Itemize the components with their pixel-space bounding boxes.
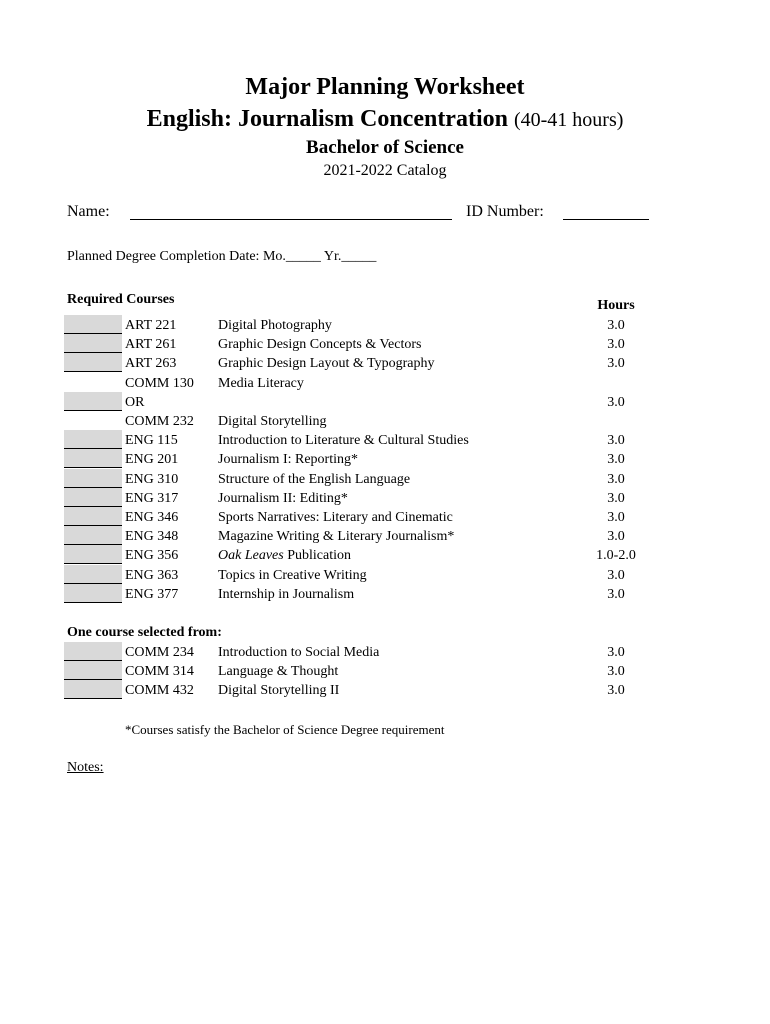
course-code: ENG 356 — [125, 548, 179, 564]
hours-heading: Hours — [597, 298, 635, 313]
subtitle-main: English: Journalism Concentration — [146, 106, 508, 132]
course-row — [0, 587, 770, 606]
course-hours: 3.0 — [607, 645, 625, 660]
course-checkoff-field[interactable] — [64, 315, 122, 334]
course-code: ART 261 — [125, 337, 177, 353]
course-title: Digital Photography — [218, 318, 332, 333]
course-hours: 3.0 — [607, 683, 625, 699]
course-checkoff-field[interactable] — [64, 680, 122, 699]
course-code: ENG 115 — [125, 433, 178, 449]
id-number-field[interactable] — [563, 219, 649, 220]
course-code: COMM 314 — [125, 664, 194, 680]
course-title: Digital Storytelling — [218, 414, 327, 429]
course-checkoff-field[interactable] — [64, 469, 122, 488]
course-title: Introduction to Literature & Cultural Studies — [218, 433, 469, 449]
course-hours: 3.0 — [607, 318, 625, 333]
course-title: Magazine Writing & Literary Journalism* — [218, 529, 455, 545]
course-checkoff-field[interactable] — [64, 565, 122, 584]
course-row — [0, 356, 770, 375]
course-checkoff-field[interactable] — [64, 661, 122, 680]
course-code: COMM 232 — [125, 414, 194, 429]
course-checkoff-field[interactable] — [64, 507, 122, 526]
degree-label: Bachelor of Science — [306, 137, 464, 158]
course-title: Graphic Design Layout & Typography — [218, 356, 435, 372]
page-title: Major Planning Worksheet — [245, 74, 525, 100]
course-title: Journalism I: Reporting* — [218, 452, 358, 468]
course-title: Media Literacy — [218, 375, 304, 391]
course-hours: 3.0 — [607, 664, 625, 680]
course-checkoff-field[interactable] — [64, 545, 122, 564]
course-title-rest: Publication — [283, 548, 351, 564]
course-code: ENG 317 — [125, 490, 179, 506]
course-checkoff-field[interactable] — [64, 392, 122, 411]
course-title: Graphic Design Concepts & Vectors — [218, 337, 422, 353]
course-code: ENG 363 — [125, 567, 179, 583]
course-checkoff-field[interactable] — [64, 449, 122, 468]
course-code: OR — [125, 394, 145, 410]
course-hours: 3.0 — [607, 567, 625, 583]
course-code: COMM 234 — [125, 645, 194, 660]
notes-label: Notes: — [67, 760, 104, 775]
name-label: Name: — [67, 203, 110, 220]
course-row — [0, 395, 770, 414]
subtitle-hours: (40-41 hours) — [513, 109, 624, 131]
course-row — [0, 683, 770, 702]
course-title-italic: Oak Leaves — [218, 548, 284, 564]
course-hours: 3.0 — [607, 471, 625, 487]
course-hours: 3.0 — [607, 356, 625, 372]
course-code: ENG 310 — [125, 471, 179, 487]
course-code: COMM 432 — [125, 683, 194, 699]
course-title: Internship in Journalism — [218, 586, 355, 602]
course-title — [218, 548, 351, 564]
course-title: Journalism II: Editing* — [218, 490, 348, 506]
course-code: ENG 348 — [125, 529, 179, 545]
course-title: Topics in Creative Writing — [218, 567, 367, 583]
course-checkoff-field[interactable] — [64, 353, 122, 372]
footnote: *Courses satisfy the Bachelor of Science Degree requirement — [125, 722, 445, 737]
course-hours: 3.0 — [607, 586, 625, 602]
name-field[interactable] — [130, 219, 452, 220]
course-checkoff-field[interactable] — [64, 430, 122, 449]
course-hours: 3.0 — [607, 433, 625, 449]
required-courses-heading: Required Courses — [67, 292, 175, 307]
course-code: ENG 201 — [125, 452, 179, 468]
course-hours: 1.0-2.0 — [596, 548, 636, 564]
course-checkoff-field[interactable] — [64, 334, 122, 353]
course-checkoff-field[interactable] — [64, 488, 122, 507]
course-title: Language & Thought — [218, 664, 339, 680]
course-title: Sports Narratives: Literary and Cinematic — [218, 510, 453, 525]
elective-heading: One course selected from: — [67, 625, 222, 640]
course-hours: 3.0 — [607, 452, 625, 468]
course-code: ENG 346 — [125, 510, 179, 525]
course-hours: 3.0 — [607, 490, 625, 506]
course-title: Introduction to Social Media — [218, 645, 380, 660]
course-code: ENG 377 — [125, 586, 179, 602]
course-code: ART 221 — [125, 318, 177, 333]
id-number-label: ID Number: — [466, 203, 544, 220]
course-hours: 3.0 — [607, 394, 625, 410]
page-subtitle — [0, 106, 770, 133]
course-title: Structure of the English Language — [218, 471, 411, 487]
course-hours: 3.0 — [607, 337, 625, 353]
course-hours: 3.0 — [607, 529, 625, 545]
course-checkoff-field[interactable] — [64, 642, 122, 661]
course-checkoff-field[interactable] — [64, 584, 122, 603]
course-hours: 3.0 — [607, 510, 625, 525]
catalog-label: 2021-2022 Catalog — [323, 162, 447, 179]
course-code: ART 263 — [125, 356, 177, 372]
completion-date-label: Planned Degree Completion Date: Mo._____ Yr._____ — [67, 249, 377, 264]
course-checkoff-field[interactable] — [64, 526, 122, 545]
course-title: Digital Storytelling II — [218, 683, 340, 699]
course-code: COMM 130 — [125, 375, 194, 391]
